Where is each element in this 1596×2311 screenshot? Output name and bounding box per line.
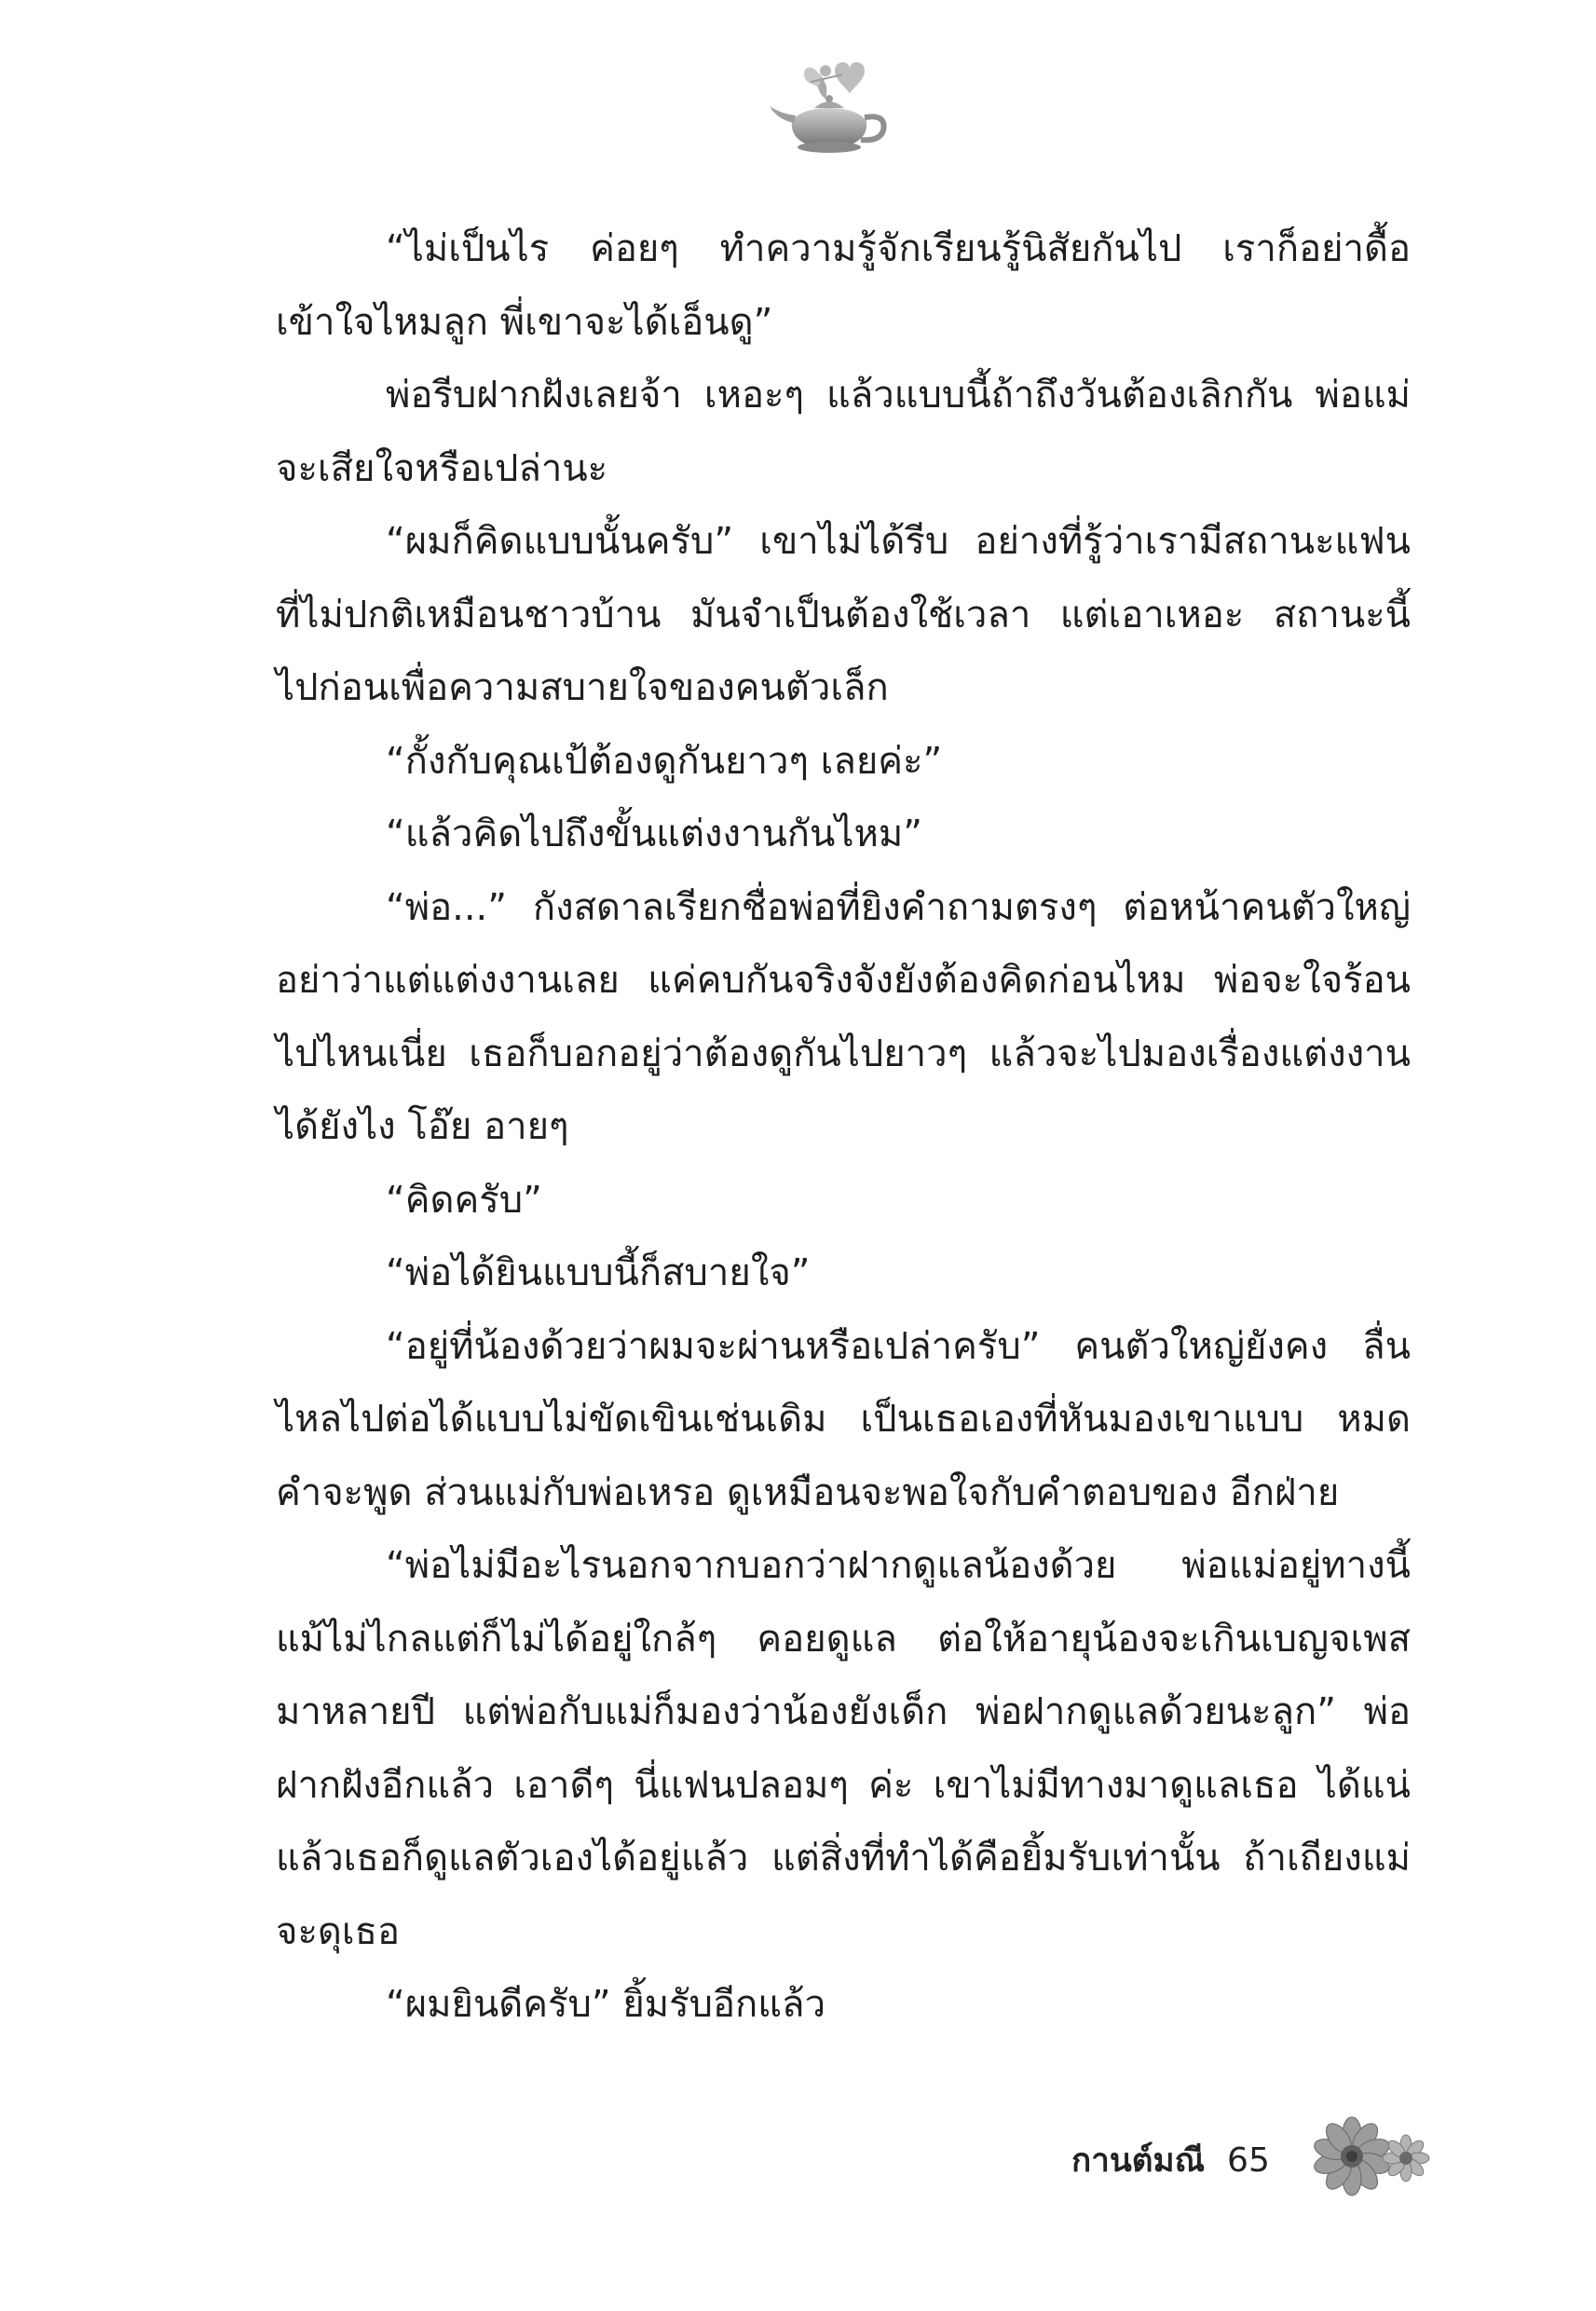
page-number: 65 xyxy=(1227,2140,1270,2180)
paragraph: “แล้วคิดไปถึงขั้นแต่งงานกันไหม” xyxy=(386,813,922,855)
paragraph: พ่อรีบฝากฝังเลยจ้า เหอะๆ แล้วแบบนี้ถ้าถึงวันต้องเลิกกัน พ่อแม่จะเสียใจหรือเปล่านะ xyxy=(276,374,1411,490)
paragraph: “พ่อ...” กังสดาลเรียกชื่อพ่อที่ยิงคำถามตรงๆ ต่อหน้าคนตัวใหญ่ อย่าว่าแต่แต่งงานเลย แค่คบกันจริงจังยังต้องคิดก่อนไหม พ่อจะใจร้อน ไปไหนเนี่ย เธอก็บอกอยู่ว่าต้องดูกันไปยาวๆ แล้วจะไปมองเรื่องแต่งงาน ได้ยังไง โอ๊ย อายๆ xyxy=(276,885,1411,1148)
book-title: กานต์มณี xyxy=(1071,2141,1206,2180)
paragraph: “ผมก็คิดแบบนั้นครับ” เขาไม่ได้รีบ อย่างที่รู้ว่าเรามีสถานะแฟน ที่ไม่ปกติเหมือนชาวบ้าน มันจำเป็นต้องใช้เวลา แต่เอาเหอะ สถานะนี้ ไปก่อนเพื่อความสบายใจของคนตัวเล็ก xyxy=(276,520,1411,709)
flowers-icon xyxy=(1309,2112,1432,2201)
paragraph: “กั้งกับคุณเป้ต้องดูกันยาวๆ เลยค่ะ” xyxy=(386,739,943,783)
paragraph: “ไม่เป็นไร ค่อยๆ ทำความรู้จักเรียนรู้นิสัยกันไป เราก็อย่าดื้อ เข้าใจไหมลูก พี่เขาจะได้เอ็นดู” xyxy=(276,227,1411,344)
cupid-teapot-logo-icon xyxy=(764,54,904,166)
body-text xyxy=(276,212,1411,2042)
paragraph: “ผมยินดีครับ” ยิ้มรับอีกแล้ว xyxy=(386,1983,826,2026)
paragraph: “พ่อไม่มีอะไรนอกจากบอกว่าฝากดูแลน้องด้วย พ่อแม่อยู่ทางนี้ แม้ไม่ไกลแต่ก็ไม่ได้อยู่ใกล้ๆ คอยดูแล ต่อให้อายุน้องจะเกินเบญจเพส มาหลายปี แต่พ่อกับแม่ก็มองว่าน้องยังเด็ก พ่อฝากดูแลด้วยนะลูก” พ่อฝากฝังอีกแล้ว เอาดีๆ นี่แฟนปลอมๆ ค่ะ เขาไม่มีทางมาดูแลเธอ ได้แน่ แล้วเธอก็ดูแลตัวเองได้อยู่แล้ว แต่สิ่งที่ทำได้คือยิ้มรับเท่านั้น ถ้าเถียงแม่จะดุเธอ xyxy=(276,1544,1411,1953)
paragraph: “คิดครับ” xyxy=(386,1178,542,1222)
page-footer xyxy=(1071,2132,1270,2188)
paragraph: “พ่อได้ยินแบบนี้ก็สบายใจ” xyxy=(386,1251,811,1294)
paragraph: “อยู่ที่น้องด้วยว่าผมจะผ่านหรือเปล่าครับ” คนตัวใหญ่ยังคง ลื่นไหลไปต่อได้แบบไม่ขัดเขินเช่นเดิม เป็นเธอเองที่หันมองเขาแบบ หมดคำจะพูด ส่วนแม่กับพ่อเหรอ ดูเหมือนจะพอใจกับคำตอบของ อีกฝ่าย xyxy=(276,1324,1411,1514)
